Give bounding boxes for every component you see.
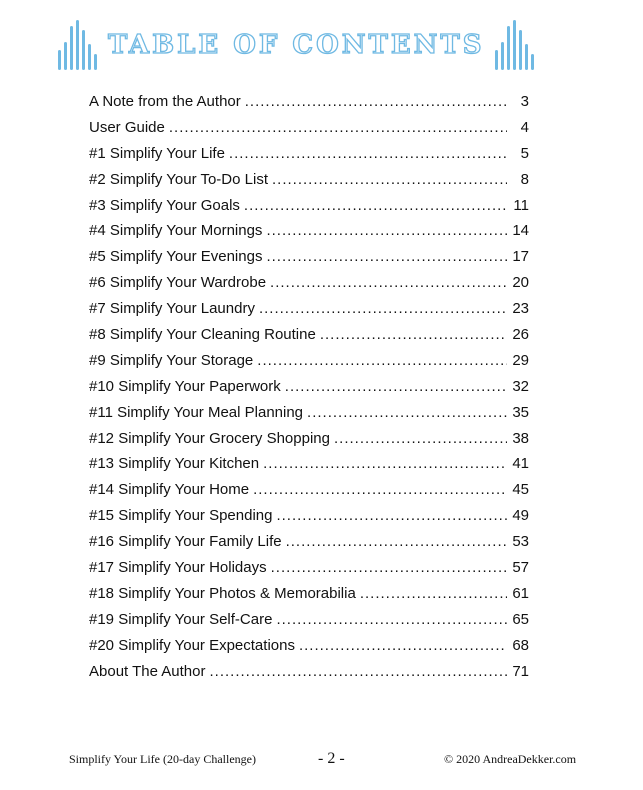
toc-entry-label: #15 Simplify Your Spending	[89, 507, 273, 525]
toc-entry-page: 53	[512, 533, 529, 551]
toc-entry-label: #13 Simplify Your Kitchen	[89, 455, 260, 473]
toc-entry-label: #7 Simplify Your Laundry	[89, 300, 255, 318]
dot-leader	[360, 581, 507, 607]
toc-entry-page: 5	[520, 144, 529, 162]
toc-entry[interactable]	[89, 141, 529, 167]
toc-entry-label: #11 Simplify Your Meal Planning	[89, 403, 304, 421]
dot-leader	[276, 607, 507, 633]
toc-entry-page: 29	[512, 351, 529, 369]
toc-entry[interactable]	[89, 529, 529, 555]
toc-entry-page: 68	[512, 636, 529, 654]
dot-leader	[334, 426, 507, 452]
dot-leader	[286, 529, 507, 555]
toc-entry-label: #8 Simplify Your Cleaning Routine	[89, 326, 316, 344]
table-of-contents	[89, 89, 529, 684]
toc-entry[interactable]	[89, 555, 529, 581]
toc-entry-page: 38	[512, 429, 529, 447]
toc-entry[interactable]	[89, 322, 529, 348]
toc-entry-label: #2 Simplify Your To-Do List	[89, 170, 268, 188]
toc-entry-label: #10 Simplify Your Paperwork	[89, 377, 281, 395]
toc-entry-label: #17 Simplify Your Holidays	[89, 559, 267, 577]
page-footer	[0, 750, 643, 772]
toc-entry[interactable]	[89, 633, 529, 659]
toc-entry-label: #5 Simplify Your Evenings	[89, 248, 263, 266]
toc-entry[interactable]	[89, 348, 529, 374]
dot-leader	[244, 193, 507, 219]
toc-entry-page: 3	[520, 93, 529, 110]
dot-leader	[229, 141, 507, 167]
dot-leader	[253, 477, 507, 503]
toc-entry[interactable]	[89, 607, 529, 633]
toc-entry-page: 41	[512, 455, 529, 473]
toc-entry-label: #19 Simplify Your Self-Care	[89, 610, 273, 628]
dot-leader	[299, 633, 507, 659]
toc-entry-label: User Guide	[89, 118, 165, 136]
toc-entry-label: #9 Simplify Your Storage	[89, 351, 254, 369]
toc-entry-page: 71	[512, 662, 529, 680]
footer-copyright: © 2020 AndreaDekker.com	[444, 752, 577, 766]
dot-leader	[263, 451, 507, 477]
toc-entry-label: #18 Simplify Your Photos & Memorabilia	[89, 584, 356, 602]
toc-entry-page: 8	[520, 170, 529, 188]
toc-entry[interactable]	[89, 451, 529, 477]
toc-entry-page: 26	[512, 326, 529, 344]
toc-entry[interactable]	[89, 167, 529, 193]
toc-entry[interactable]	[89, 503, 529, 529]
toc-entry-label: #16 Simplify Your Family Life	[89, 533, 282, 551]
toc-entry[interactable]	[89, 374, 529, 400]
dot-leader	[266, 244, 507, 270]
sound-bars-icon	[56, 18, 100, 72]
toc-entry-page: 17	[512, 248, 529, 266]
dot-leader	[245, 89, 507, 115]
toc-entry[interactable]	[89, 244, 529, 270]
toc-entry[interactable]	[89, 193, 529, 219]
toc-entry[interactable]	[89, 218, 529, 244]
toc-entry-page: 57	[512, 559, 529, 577]
toc-header	[56, 18, 537, 72]
dot-leader	[307, 400, 507, 426]
toc-entry[interactable]	[89, 426, 529, 452]
toc-entry-label: #4 Simplify Your Mornings	[89, 222, 263, 240]
dot-leader	[272, 167, 507, 193]
dot-leader	[209, 659, 507, 685]
toc-entry-label: #14 Simplify Your Home	[89, 481, 250, 499]
dot-leader	[271, 555, 507, 581]
toc-entry-page: 14	[512, 222, 529, 240]
toc-entry[interactable]	[89, 581, 529, 607]
toc-entry-label: #12 Simplify Your Grocery Shopping	[89, 429, 330, 447]
toc-entry[interactable]	[89, 400, 529, 426]
toc-entry[interactable]	[89, 477, 529, 503]
toc-entry-page: 61	[512, 584, 529, 602]
toc-entry[interactable]	[89, 89, 529, 115]
dot-leader	[270, 270, 507, 296]
toc-entry-label: About The Author	[89, 662, 206, 680]
toc-entry-page: 49	[512, 507, 529, 525]
toc-entry-label: #6 Simplify Your Wardrobe	[89, 274, 267, 292]
toc-entry[interactable]	[89, 296, 529, 322]
toc-entry[interactable]	[89, 115, 529, 141]
toc-entry-page: 20	[512, 274, 529, 292]
toc-entry-label: A Note from the Author	[89, 93, 241, 110]
toc-entry-page: 45	[512, 481, 529, 499]
dot-leader	[257, 348, 507, 374]
toc-entry-page: 4	[520, 118, 529, 136]
toc-entry-page: 23	[512, 300, 529, 318]
toc-entry-page: 65	[512, 610, 529, 628]
dot-leader	[285, 374, 507, 400]
toc-entry[interactable]	[89, 659, 529, 685]
toc-entry[interactable]	[89, 270, 529, 296]
toc-entry-page: 32	[512, 377, 529, 395]
toc-entry-label: #20 Simplify Your Expectations	[89, 636, 295, 654]
footer-book-title: Simplify Your Life (20-day Challenge)	[69, 752, 256, 766]
dot-leader	[259, 296, 507, 322]
dot-leader	[276, 503, 507, 529]
dot-leader	[266, 218, 507, 244]
dot-leader	[320, 322, 507, 348]
sound-bars-icon	[493, 18, 537, 72]
page-number: - 2 -	[318, 750, 345, 767]
toc-entry-label: #3 Simplify Your Goals	[89, 196, 240, 214]
page-title: TABLE OF CONTENTS	[108, 30, 485, 60]
toc-entry-label: #1 Simplify Your Life	[89, 144, 225, 162]
dot-leader	[169, 115, 507, 141]
toc-entry-page: 11	[513, 196, 529, 214]
toc-entry-page: 35	[512, 403, 529, 421]
